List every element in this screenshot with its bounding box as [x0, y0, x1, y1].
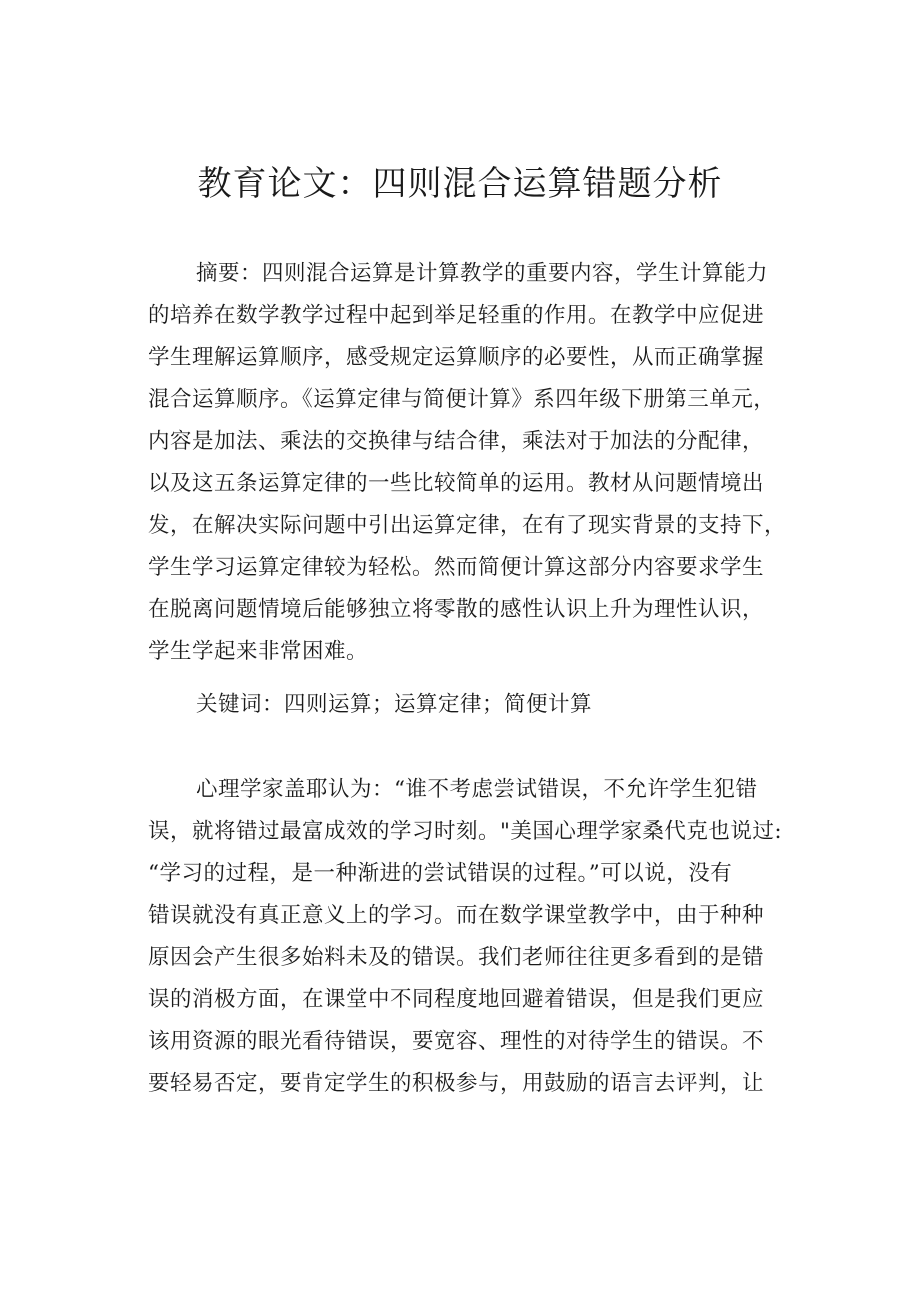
abstract-line: 发，在解决实际问题中引出运算定律，在有了现实背景的支持下，	[148, 513, 787, 538]
body-line: 误，就将错过最富成效的学习时刻。"美国心理学家桑代克也说过:	[148, 819, 783, 844]
abstract-line: 学生学习运算定律较为轻松。然而简便计算这部分内容要求学生	[148, 555, 765, 580]
abstract-line: 摘要：四则混合运算是计算教学的重要内容，学生计算能力	[196, 261, 769, 286]
keywords-line: 关键词：四则运算；运算定律；简便计算	[196, 692, 593, 717]
abstract-line: 以及这五条运算定律的一些比较简单的运用。教材从问题情境出	[148, 471, 765, 496]
body-line: 心理学家盖耶认为：“谁不考虑尝试错误，不允许学生犯错	[196, 777, 758, 802]
body-line: 要轻易否定，要肯定学生的积极参与，用鼓励的语言去评判，让	[148, 1071, 765, 1096]
abstract-line: 学生学起来非常困难。	[148, 639, 369, 664]
abstract-line: 的培养在数学教学过程中起到举足轻重的作用。在教学中应促进	[148, 303, 765, 328]
abstract-line: 内容是加法、乘法的交换律与结合律，乘法对于加法的分配律，	[148, 429, 765, 454]
body-line: 误的消极方面，在课堂中不同程度地回避着错误，但是我们更应	[148, 987, 765, 1012]
body-line: 该用资源的眼光看待错误，要宽容、理性的对待学生的错误。不	[148, 1029, 765, 1054]
body-line: 错误就没有真正意义上的学习。而在数学课堂教学中，由于种种	[148, 903, 765, 928]
document-title: 教育论文：四则混合运算错题分析	[197, 164, 723, 204]
abstract-line: 在脱离问题情境后能够独立将零散的感性认识上升为理性认识，	[148, 597, 765, 622]
body-line: “学习的过程，是一种渐进的尝试错误的过程。”可以说，没有	[148, 861, 733, 886]
abstract-line: 学生理解运算顺序，感受规定运算顺序的必要性，从而正确掌握	[148, 345, 765, 370]
abstract-line: 混合运算顺序。《运算定律与简便计算》系四年级下册第三单元，	[148, 387, 776, 412]
body-line: 原因会产生很多始料未及的错误。我们老师往往更多看到的是错	[148, 945, 765, 970]
